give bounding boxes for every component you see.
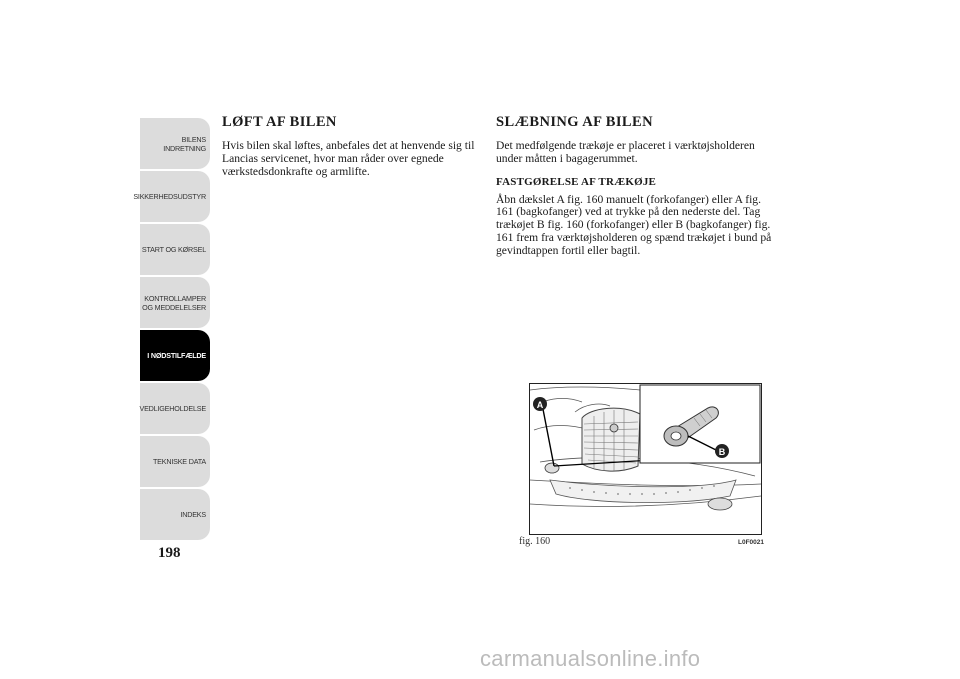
tow-cover-a (545, 463, 559, 473)
tab-tekniske-data[interactable]: TEKNISKE DATA (140, 436, 210, 487)
car-front-illustration (530, 384, 761, 534)
figure-caption: fig. 160 (519, 536, 551, 547)
section-loft-af-bilen (222, 114, 484, 178)
heading-loft-af-bilen: LØFT AF BILEN (222, 114, 337, 130)
callout-a-label: A (536, 400, 544, 410)
fog-light (708, 498, 732, 510)
tab-vedligeholdelse[interactable]: VEDLIGEHOLDELSE (140, 383, 210, 434)
chapter-tabs (133, 118, 210, 542)
paragraph-loft: Hvis bilen skal løftes, anbefales det at henvende sig til Lancias servicenet, hvor man råder over egnede værkstedsdonkrafte og armlifte. (222, 139, 475, 178)
tab-sikkerhedsudstyr[interactable]: SIKKERHEDSUDSTYR (140, 171, 210, 222)
paragraph-intro: Det medfølgende trækøje er placeret i værktøjsholderen under måtten i bagagerummet. (496, 139, 755, 165)
tab-bilens-indretning[interactable]: BILENS INDRETNING (140, 118, 210, 169)
subheading-fastgorelse: FASTGØRELSE AF TRÆKØJE (496, 175, 657, 188)
heading-slaebning-af-bilen: SLÆBNING AF BILEN (496, 114, 653, 130)
tab-kontrollamper[interactable]: KONTROLLAMPER OG MEDDELELSER (140, 277, 210, 328)
callout-b-label: B (718, 447, 726, 457)
tab-i-nodstilfaelde[interactable]: I NØDSTILFÆLDE (140, 330, 210, 381)
watermark: carmanualsonline.info (480, 646, 701, 671)
lower-grille (550, 480, 736, 503)
figure-code: L0F0021 (738, 539, 765, 546)
figure-160 (529, 383, 762, 535)
tab-start-og-korsel[interactable]: START OG KØRSEL (140, 224, 210, 275)
tab-indeks[interactable]: INDEKS (140, 489, 210, 540)
section-slaebning-af-bilen (496, 114, 776, 258)
page-number: 198 (158, 545, 181, 561)
paragraph-fastgorelse: Åbn dækslet A fig. 160 manuelt (forkofanger) eller A fig. 161 (bagkofanger) ved at trykke på den nederste del. Tag trækøjet B fig. 160 (forkofanger) eller B (bagkofanger) fig. 161 frem fra værktøjsholderen og spænd trækøjet i bund på gevindtappen fortil eller bagtil. (496, 192, 772, 257)
